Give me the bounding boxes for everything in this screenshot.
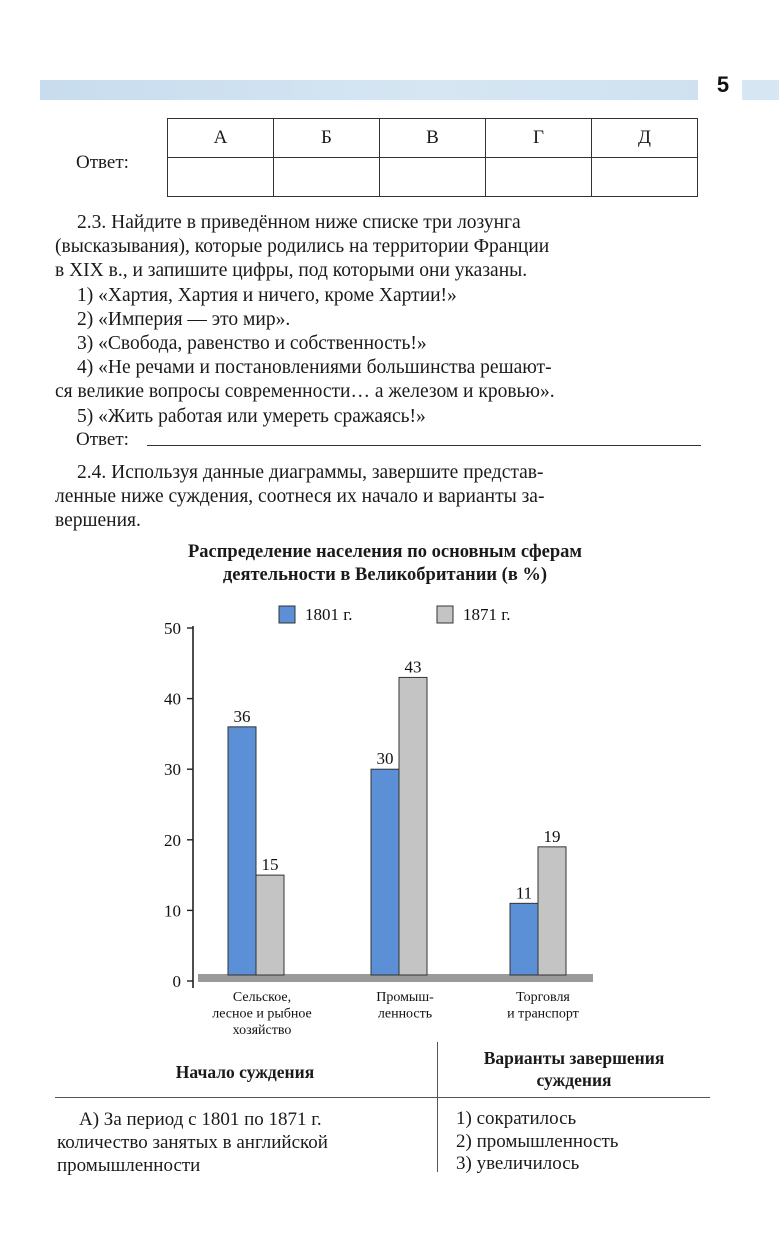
bar-1871 xyxy=(256,875,284,975)
task-2-4-line: 2.4. Используя данные диаграммы, завершите представ- xyxy=(77,462,544,483)
bar-1801 xyxy=(228,727,256,975)
bar-value-label: 19 xyxy=(543,826,561,846)
answer-col-header: В xyxy=(380,119,486,158)
slogan-item: 2) «Империя — это мир». xyxy=(77,308,291,330)
category-label: Сельское, xyxy=(232,990,292,1005)
y-tick-label: 0 xyxy=(172,972,181,991)
y-tick-label: 20 xyxy=(164,830,181,850)
bar-1801 xyxy=(510,903,538,975)
bar-value-label: 43 xyxy=(404,657,422,677)
legend-label: 1801 г. xyxy=(305,605,353,624)
category-label: хозяйство xyxy=(232,1023,292,1038)
bar-1801 xyxy=(371,769,399,975)
slogan-item: 1) «Хартия, Хартия и ничего, кроме Хартии!» xyxy=(77,284,457,306)
slogan-item: 5) «Жить работая или умереть сражаясь!» xyxy=(77,405,426,427)
task-2-3-line: 2.3. Найдите в приведённом ниже списке три лозунга xyxy=(77,212,521,233)
legend-label: 1871 г. xyxy=(463,605,511,624)
task-2-3-line: (высказывания), которые родились на территории Франции xyxy=(55,236,550,258)
criteria-col2-header-line: суждения xyxy=(536,1070,612,1090)
judgement-line: А) За период с 1801 по 1871 г. xyxy=(79,1109,322,1130)
table-divider-horizontal xyxy=(55,1097,710,1098)
y-tick-label: 40 xyxy=(164,689,181,709)
page-number: 5 xyxy=(716,72,730,97)
task-2-3-answer-label: Ответ: xyxy=(76,429,129,450)
task-2-3-line: в XIX в., и запишите цифры, под которыми они указаны. xyxy=(55,260,528,282)
answer-col-header: Б xyxy=(274,119,380,158)
task-2-4-line: вершения. xyxy=(55,510,141,532)
bar-1871 xyxy=(399,677,427,975)
bar-1871 xyxy=(538,847,566,975)
answer-col-header: Г xyxy=(486,119,592,158)
y-tick-label: 30 xyxy=(164,760,181,780)
answer-col-header: Д xyxy=(592,119,698,158)
chart-title-line: Распределение населения по основным сферам xyxy=(188,542,582,562)
table-divider-vertical xyxy=(437,1042,438,1172)
bar-value-label: 11 xyxy=(515,883,533,903)
y-tick-label: 50 xyxy=(164,619,181,638)
bar-value-label: 36 xyxy=(233,706,251,726)
category-label: Торговля xyxy=(516,990,570,1005)
answer-col-header: А xyxy=(168,119,274,158)
criteria-col2-header xyxy=(440,1047,708,1091)
chart-title-line: деятельности в Великобритании (в %) xyxy=(222,565,548,585)
legend-swatch xyxy=(279,606,295,623)
option-item: 2) промышленность xyxy=(456,1130,619,1152)
task-2-4-line: ленные ниже суждения, соотнеся их начало и варианты за- xyxy=(55,486,545,508)
y-tick-label: 10 xyxy=(164,901,181,921)
completion-options xyxy=(456,1108,618,1176)
slogan-item: 4) «Не речами и постановлениями большинства решают- xyxy=(77,357,552,379)
slogan-item: 3) «Свобода, равенство и собственность!» xyxy=(77,333,427,355)
legend-swatch xyxy=(437,606,453,623)
category-label: лесное и рыбное xyxy=(212,1006,312,1022)
judgement-line: количество занятых в английской xyxy=(57,1132,328,1153)
bar-value-label: 30 xyxy=(376,749,394,769)
judgement-line: промышленности xyxy=(57,1155,201,1176)
category-label: Промыш- xyxy=(376,990,434,1005)
category-label: ленность xyxy=(377,1006,433,1022)
criteria-col1-header: Начало суждения xyxy=(175,1062,315,1082)
answer-table-label: Ответ: xyxy=(76,152,129,173)
slogan-item-continued: ся великие вопросы современности… а железом и кровью». xyxy=(55,381,555,403)
option-item: 1) сократилось xyxy=(456,1108,577,1129)
bar-value-label: 15 xyxy=(261,855,279,875)
option-item: 3) увеличилось xyxy=(456,1153,580,1174)
criteria-col2-header-line: Варианты завершения xyxy=(483,1048,665,1068)
category-label: и транспорт xyxy=(507,1006,579,1022)
judgement-start xyxy=(57,1108,422,1177)
